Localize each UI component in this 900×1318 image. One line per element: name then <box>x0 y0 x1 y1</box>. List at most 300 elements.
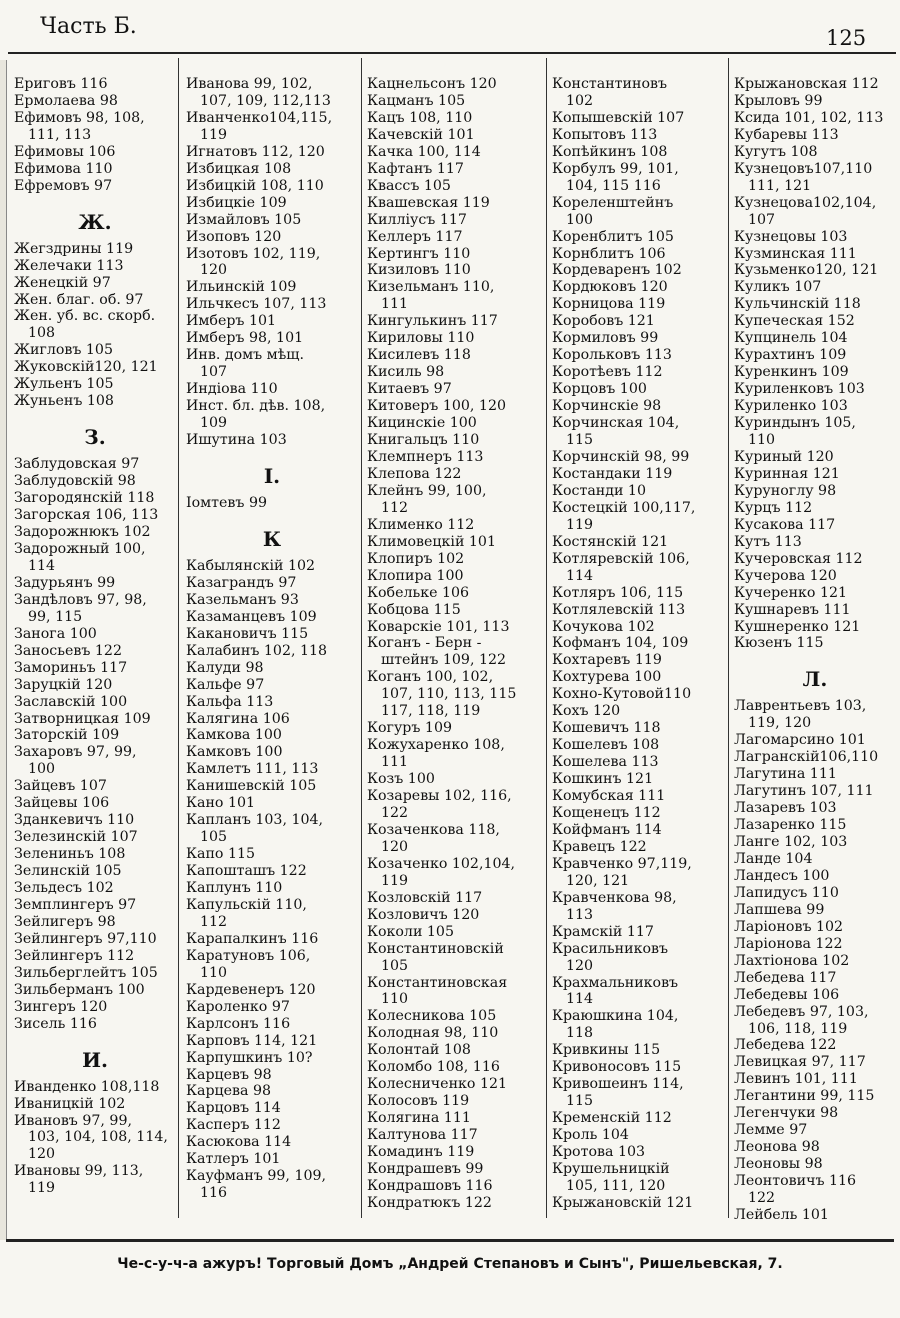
index-entry-continuation: 118 <box>566 1025 594 1042</box>
index-entry-continuation: 115 <box>566 432 594 449</box>
index-entry-continuation: 100 <box>28 761 56 778</box>
index-entry: Козъ 100 <box>367 771 435 788</box>
index-entry: Карапалкинъ 116 <box>186 930 319 947</box>
index-entry-continuation: 107 <box>200 364 228 381</box>
index-entry: Жульенъ 105 <box>14 376 114 393</box>
index-entry: Кальфа 113 <box>186 693 274 710</box>
index-entry: Карцовъ 114 <box>186 1100 281 1117</box>
index-entry: Ландесъ 100 <box>734 867 830 884</box>
index-entry-continuation: 110 <box>381 991 409 1008</box>
index-entry: Крыжановскій 121 <box>552 1194 694 1211</box>
index-entry: Ишутина 103 <box>186 432 287 449</box>
index-entry-continuation: 117, 118, 119 <box>381 703 481 720</box>
index-entry-continuation: 111 <box>381 754 409 771</box>
index-entry: Корбулъ 99, 101, <box>552 160 679 177</box>
index-entry: Кардевенеръ 120 <box>186 981 316 998</box>
index-entry: Кизиловъ 110 <box>367 262 471 279</box>
index-entry: Корцовъ 100 <box>552 381 647 398</box>
index-entry: Лейбель 101 <box>734 1207 829 1223</box>
index-entry: Кошелевъ 108 <box>552 737 660 754</box>
index-entry: Кульчинскій 118 <box>734 296 861 313</box>
index-entry: Кисиль 98 <box>367 364 445 381</box>
index-entry: Коробовъ 121 <box>552 313 655 330</box>
index-entry: Китоверъ 100, 120 <box>367 398 507 415</box>
index-entry: Избицкіе 109 <box>186 194 287 211</box>
index-entry: Ланге 102, 103 <box>734 834 848 851</box>
index-entry: Кисилевъ 118 <box>367 347 471 364</box>
index-entry: Крыжановская 112 <box>734 76 879 92</box>
index-entry: Зелинскій 105 <box>14 863 122 880</box>
index-entry: Куриный 120 <box>734 448 834 465</box>
index-entry: Кюзенъ 115 <box>734 635 824 652</box>
index-entry: Калтунова 117 <box>367 1127 478 1144</box>
index-entry: Камкова 100 <box>186 727 282 744</box>
index-entry: Зельдесъ 102 <box>14 880 114 897</box>
letter-heading: И. <box>82 1047 108 1072</box>
index-entry: Зелениньъ 108 <box>14 846 126 863</box>
index-entry: Кучеренко 121 <box>734 584 848 601</box>
index-entry: Кофманъ 104, 109 <box>552 635 689 652</box>
index-entry: Коганъ 100, 102, <box>367 669 494 686</box>
index-entry: Загородянскій 118 <box>14 490 155 507</box>
index-entry: Зелезинскій 107 <box>14 829 138 846</box>
top-rule <box>8 52 896 54</box>
index-entry: Кобельке 106 <box>367 584 470 601</box>
index-entry: Курцъ 112 <box>734 499 813 516</box>
index-entry: Кугутъ 108 <box>734 143 818 160</box>
index-entry-continuation: 107, 109, 112,113 <box>200 92 331 109</box>
index-entry: Колодная 98, 110 <box>367 1025 499 1042</box>
index-entry: Кравченко 97,119, <box>552 855 692 872</box>
index-entry: Левинъ 101, 111 <box>734 1071 858 1088</box>
index-entry: Зайцевъ 107 <box>14 778 107 795</box>
index-entry-continuation: 115 <box>566 1093 594 1110</box>
index-entry: Заторскій 109 <box>14 727 120 744</box>
index-entry: Калуди 98 <box>186 659 264 676</box>
index-entry: Кингулькинъ 117 <box>367 313 498 330</box>
letter-heading: К <box>262 526 282 551</box>
index-entry: Лебедева 117 <box>734 969 837 986</box>
index-entry: Земплингеръ 97 <box>14 896 137 913</box>
index-entry: Куруноглу 98 <box>734 482 837 499</box>
index-entry: Кертингъ 110 <box>367 245 471 262</box>
index-entry: Курахтинъ 109 <box>734 347 847 364</box>
index-entry: Лемме 97 <box>734 1122 808 1139</box>
index-entry: Коколи 105 <box>367 923 454 940</box>
index-entry: Качевскій 101 <box>367 126 475 143</box>
index-entry: Кубаревы 113 <box>734 126 839 143</box>
index-entry: Квашевская 119 <box>367 194 490 211</box>
index-entry: Кроль 104 <box>552 1127 629 1144</box>
index-entry: Коварскіе 101, 113 <box>367 618 510 635</box>
index-entry: Киллiусъ 117 <box>367 211 467 228</box>
index-entry: Куриндынъ 105, <box>734 415 856 432</box>
index-entry: Капо 115 <box>186 846 256 863</box>
index-entry: Иваницкій 102 <box>14 1095 126 1112</box>
index-entry: Лаврентьевъ 103, <box>734 698 867 715</box>
index-entry: Кузминская 111 <box>734 245 857 262</box>
index-entry-continuation: 113 <box>566 906 594 923</box>
index-entry: Купцинель 104 <box>734 330 848 347</box>
index-entry: Лагомарсино 101 <box>734 732 866 749</box>
index-entry: Кохно-Кутовой110 <box>552 686 692 703</box>
index-entry-continuation: 102 <box>566 92 594 109</box>
column-divider <box>361 58 362 1218</box>
index-entry: Касперъ 112 <box>186 1117 281 1134</box>
index-entry: Зейлингеръ 97,110 <box>14 930 157 947</box>
index-entry-continuation: 119 <box>381 872 409 889</box>
page-number: 125 <box>826 26 867 50</box>
index-entry-continuation: 116 <box>200 1185 228 1202</box>
index-entry: Кордеваренъ 102 <box>552 262 682 279</box>
index-entry: Копышевскій 107 <box>552 109 685 126</box>
index-entry: Клейнъ 99, 100, <box>367 482 487 499</box>
index-entry: Кушнаревъ 111 <box>734 601 851 618</box>
index-entry: Кано 101 <box>186 795 256 812</box>
index-entry: Клепова 122 <box>367 465 462 482</box>
index-entry-continuation: 108 <box>28 325 56 342</box>
index-entry: Куренкинъ 109 <box>734 364 849 381</box>
index-entry: Костандаки 119 <box>552 465 673 482</box>
index-entry: Колонтай 108 <box>367 1042 471 1059</box>
letter-heading: Ж. <box>78 209 112 234</box>
index-entry-continuation: 105, 111, 120 <box>566 1177 666 1194</box>
index-entry: Краюшкина 104, <box>552 1008 679 1025</box>
index-entry: Капульскій 110, <box>186 896 307 913</box>
index-entry: Леоновы 98 <box>734 1156 823 1173</box>
index-entry: Зингеръ 120 <box>14 998 108 1015</box>
index-entry: Комадинъ 119 <box>367 1144 475 1161</box>
index-entry: Красильниковъ <box>552 940 668 957</box>
index-entry: Лебедевы 106 <box>734 986 840 1003</box>
index-entry: Кондратюкъ 122 <box>367 1194 492 1211</box>
index-entry: Квассъ 105 <box>367 177 451 194</box>
index-entry-continuation: 105 <box>381 957 409 974</box>
index-entry: Ильинскій 109 <box>186 279 297 296</box>
index-entry: Кабылянскій 102 <box>186 557 316 574</box>
index-entry: Келлеръ 117 <box>367 228 463 245</box>
index-entry: Заблудовскій 98 <box>14 473 136 490</box>
index-entry: Крамскій 117 <box>552 923 654 940</box>
index-entry: Кузьменко120, 121 <box>734 262 879 279</box>
index-entry: Карцева 98 <box>186 1083 272 1100</box>
index-entry-continuation: 111, 121 <box>748 177 812 194</box>
index-entry: Жен. уб. вс. скорб. <box>14 308 156 325</box>
index-entry: Кордюковъ 120 <box>552 279 668 296</box>
index-entry-continuation: 107 <box>748 211 776 228</box>
index-entry: Ефимовы 106 <box>14 143 116 160</box>
index-entry-continuation: 112 <box>381 499 409 516</box>
index-entry: Зейлингеръ 112 <box>14 947 135 964</box>
index-entry: Кучеровская 112 <box>734 550 863 567</box>
index-entry: Занога 100 <box>14 625 97 642</box>
index-entry: Игнатовъ 112, 120 <box>186 143 325 160</box>
index-entry: Зданкевичъ 110 <box>14 812 135 829</box>
index-entry: Кацъ 108, 110 <box>367 109 473 126</box>
index-entry-continuation: 122 <box>748 1190 776 1207</box>
index-entry: Котлялевскій 113 <box>552 601 686 618</box>
index-entry: Зейлигеръ 98 <box>14 913 116 930</box>
index-entry: Каплунъ 110 <box>186 880 283 897</box>
index-entry: Клопиръ 102 <box>367 550 465 567</box>
index-entry: Каратуновъ 106, <box>186 947 311 964</box>
index-entry: Жен. благ. об. 97 <box>14 291 144 308</box>
index-entry: Когуръ 109 <box>367 720 453 737</box>
index-entry: Калягина 106 <box>186 710 290 727</box>
index-entry: Лазаревъ 103 <box>734 800 837 817</box>
index-entry: Кусакова 117 <box>734 516 836 533</box>
index-entry: Кошкинъ 121 <box>552 771 654 788</box>
index-entry-continuation: 114 <box>28 557 56 574</box>
index-entry: Кузнецовы 103 <box>734 228 848 245</box>
index-entry-continuation: 104, 115 116 <box>566 177 661 194</box>
index-entry: Иванченко104,115, <box>186 109 333 126</box>
index-entry: Изотовъ 102, 119, <box>186 245 321 262</box>
index-entry: Жуньенъ 108 <box>14 393 114 410</box>
index-entry: Ильчкесъ 107, 113 <box>186 296 327 313</box>
column-divider <box>546 58 547 1218</box>
index-entry: Константиновская <box>367 974 508 991</box>
index-entry: Изоповъ 120 <box>186 228 282 245</box>
index-entry: Коренблитъ 105 <box>552 228 674 245</box>
index-entry: Жуковскій120, 121 <box>14 359 158 376</box>
index-entry: Заблудовская 97 <box>14 456 140 473</box>
index-entry: Иванова 99, 102, <box>186 76 313 92</box>
index-entry: Костецкій 100,117, <box>552 499 696 516</box>
index-entry: Корчинскій 98, 99 <box>552 448 690 465</box>
column-divider <box>728 58 729 1218</box>
index-entry: Коротѣевъ 112 <box>552 364 663 381</box>
index-entry: Ериговъ 116 <box>14 76 108 92</box>
index-entry: Избицкій 108, 110 <box>186 177 324 194</box>
index-entry-continuation: 111, 113 <box>28 126 92 143</box>
index-entry: Крушельницкій <box>552 1161 670 1177</box>
index-entry: Кузнецова102,104, <box>734 194 877 211</box>
index-entry: Калабинъ 102, 118 <box>186 642 328 659</box>
section-header: Часть Б. <box>40 14 137 39</box>
index-entry: Кузнецовъ107,110 <box>734 160 873 177</box>
index-entry: Козловичъ 120 <box>367 906 480 923</box>
index-entry: Ефремовъ 97 <box>14 177 113 194</box>
index-entry: Леонова 98 <box>734 1139 820 1156</box>
index-entry: Женецкій 97 <box>14 274 111 291</box>
index-entry: Заносьевъ 122 <box>14 642 122 659</box>
letter-heading: I. <box>263 463 281 488</box>
index-entry: Кучерова 120 <box>734 567 837 584</box>
index-entry: Куринная 121 <box>734 465 840 482</box>
index-entry: Капланъ 103, 104, <box>186 812 324 829</box>
index-entry: Колесникова 105 <box>367 1008 497 1025</box>
index-entry-continuation: 120 <box>566 957 594 974</box>
index-entry: Зильберманъ 100 <box>14 981 145 998</box>
index-entry: Зайцевы 106 <box>14 795 110 812</box>
index-entry-continuation: 119 <box>28 1180 56 1197</box>
index-entry: Корчинскіе 98 <box>552 398 662 415</box>
index-entry: Коломбо 108, 116 <box>367 1059 500 1076</box>
index-entry: Колягина 111 <box>367 1110 471 1127</box>
index-entry: Левицкая 97, 117 <box>734 1054 866 1071</box>
index-entry: Корольковъ 113 <box>552 347 672 364</box>
index-entry: Кривошеинъ 114, <box>552 1076 684 1093</box>
index-entry: Клименко 112 <box>367 516 475 533</box>
index-entry: Кравецъ 122 <box>552 838 647 855</box>
index-entry: Ефимовъ 98, 108, <box>14 109 145 126</box>
index-entry: Кушнеренко 121 <box>734 618 861 635</box>
index-entry-continuation: 114 <box>566 567 594 584</box>
index-entry-continuation: 120, 121 <box>566 872 630 889</box>
index-entry: Задурьянъ 99 <box>14 574 116 591</box>
index-entry: Заславскій 100 <box>14 693 128 710</box>
index-entry: Индіова 110 <box>186 381 278 398</box>
index-entry: Ларіоновъ 102 <box>734 918 844 935</box>
index-entry-continuation: 105 <box>200 829 228 846</box>
index-entry: Катлеръ 101 <box>186 1151 281 1168</box>
index-entry: Камковъ 100 <box>186 744 283 761</box>
index-entry: Ивановы 99, 113, <box>14 1163 144 1180</box>
index-entry-continuation: 119 <box>566 516 594 533</box>
index-entry: Зандѣловъ 97, 98, <box>14 591 147 608</box>
index-entry: Климовецкій 101 <box>367 533 496 550</box>
index-entry-continuation: 106, 118, 119 <box>748 1020 848 1037</box>
index-column-2 <box>186 76 358 1216</box>
index-entry-continuation: 99, 115 <box>28 608 83 625</box>
index-entry: Задорожный 100, <box>14 540 146 557</box>
index-entry: Казаграндъ 97 <box>186 574 297 591</box>
index-entry: Желечаки 113 <box>14 257 124 274</box>
index-entry: Кобцова 115 <box>367 601 461 618</box>
index-entry: Куриленковъ 103 <box>734 381 865 398</box>
index-entry: Книгальцъ 110 <box>367 432 480 449</box>
index-entry: Лагранскій106,110 <box>734 749 879 766</box>
index-entry: Кожухаренко 108, <box>367 737 505 754</box>
index-entry-continuation: 103, 104, 108, 114, <box>28 1129 168 1146</box>
index-entry: Иванденко 108,118 <box>14 1078 160 1095</box>
index-entry-continuation: 100 <box>566 211 594 228</box>
index-entry: Лагутина 111 <box>734 766 837 783</box>
index-entry-continuation: 120 <box>381 838 409 855</box>
index-entry: Кормиловъ 99 <box>552 330 659 347</box>
index-entry: Карпушкинъ 10? <box>186 1049 313 1066</box>
index-entry: Кривкины 115 <box>552 1042 661 1059</box>
index-entry: Карлсонъ 116 <box>186 1015 291 1032</box>
index-entry: Котляревскій 106, <box>552 550 690 567</box>
index-entry: Захаровъ 97, 99, <box>14 744 137 761</box>
index-entry-continuation: 110 <box>200 964 228 981</box>
index-entry-continuation: 120 <box>200 262 228 279</box>
index-entry: Котляръ 106, 115 <box>552 584 684 601</box>
index-entry-continuation: 120 <box>28 1146 56 1163</box>
index-entry: Клопира 100 <box>367 567 464 584</box>
index-entry: Кутъ 113 <box>734 533 802 550</box>
index-entry: Имберъ 98, 101 <box>186 330 304 347</box>
index-entry: Корчинская 104, <box>552 415 680 432</box>
index-entry: Карповъ 114, 121 <box>186 1032 318 1049</box>
index-entry: Заруцкій 120 <box>14 676 113 693</box>
index-entry: Канишевскій 105 <box>186 778 317 795</box>
index-entry: Кондрашевъ 99 <box>367 1161 484 1177</box>
index-entry: Костянскій 121 <box>552 533 669 550</box>
index-entry: Кравченкова 98, <box>552 889 677 906</box>
index-entry: Лагутинъ 107, 111 <box>734 783 874 800</box>
index-entry: Кароленко 97 <box>186 998 290 1015</box>
letter-heading: З. <box>84 425 106 450</box>
index-entry: Замориньъ 117 <box>14 659 128 676</box>
index-entry: Кощенецъ 112 <box>552 804 661 821</box>
index-entry: Загорская 106, 113 <box>14 507 159 524</box>
column-divider <box>178 58 179 1218</box>
index-entry: Крахмальниковъ <box>552 974 679 991</box>
index-entry: Крыловъ 99 <box>734 92 823 109</box>
index-entry: Измайловъ 105 <box>186 211 302 228</box>
index-entry: Корнблитъ 106 <box>552 245 666 262</box>
index-entry-continuation: 119, 120 <box>748 715 812 732</box>
index-entry: Китаевъ 97 <box>367 381 452 398</box>
index-entry: Ланде 104 <box>734 850 813 867</box>
index-entry: Константиновъ <box>552 76 668 92</box>
index-entry: Лазаренко 115 <box>734 817 847 834</box>
index-entry: Лебедевъ 97, 103, <box>734 1003 869 1020</box>
index-entry: Колесниченко 121 <box>367 1076 508 1093</box>
index-entry-continuation: 109 <box>200 415 228 432</box>
index-entry-continuation: 112 <box>200 913 228 930</box>
index-entry: Кременскій 112 <box>552 1110 672 1127</box>
index-entry-continuation: 111 <box>381 296 409 313</box>
index-entry: Жегздрины 119 <box>14 240 134 257</box>
index-entry: Копытовъ 113 <box>552 126 658 143</box>
index-entry: Купеческая 152 <box>734 313 855 330</box>
index-column-4 <box>552 76 726 1216</box>
page-binding-edge <box>0 60 7 1240</box>
index-entry: Копѣйкинъ 108 <box>552 143 668 160</box>
index-entry: Камлетъ 111, 113 <box>186 761 319 778</box>
index-entry: Козаревы 102, 116, <box>367 788 512 805</box>
index-entry: Ивановъ 97, 99, <box>14 1112 132 1129</box>
index-entry: Козаченкова 118, <box>367 821 500 838</box>
index-entry: Колосовъ 119 <box>367 1093 470 1110</box>
index-entry: Лебедева 122 <box>734 1037 837 1054</box>
index-entry: Затворницкая 109 <box>14 710 151 727</box>
index-entry: Кириловы 110 <box>367 330 475 347</box>
index-entry: Кошевичъ 118 <box>552 720 661 737</box>
index-entry: Инст. бл. дѣв. 108, <box>186 398 326 415</box>
index-entry: Ксида 101, 102, 113 <box>734 109 884 126</box>
index-entry: Клемпнеръ 113 <box>367 448 484 465</box>
index-entry: Касюкова 114 <box>186 1134 292 1151</box>
index-entry: Кальфе 97 <box>186 676 265 693</box>
index-entry: Избицкая 108 <box>186 160 292 177</box>
index-entry: Кафтанъ 117 <box>367 160 464 177</box>
index-entry: Какановичъ 115 <box>186 625 309 642</box>
index-entry-continuation: 119 <box>200 126 228 143</box>
index-entry: Зильберглейтъ 105 <box>14 964 158 981</box>
index-entry: Кицинскіе 100 <box>367 415 477 432</box>
index-entry: Ефимова 110 <box>14 160 113 177</box>
index-entry: Жигловъ 105 <box>14 342 113 359</box>
index-entry: Кротова 103 <box>552 1144 646 1161</box>
index-entry: Зисель 116 <box>14 1015 97 1032</box>
index-entry: Козаченко 102,104, <box>367 855 516 872</box>
index-entry: Ларіонова 122 <box>734 935 843 952</box>
index-column-5 <box>734 76 896 1223</box>
index-entry: Койфманъ 114 <box>552 821 662 838</box>
index-entry: Ермолаева 98 <box>14 92 118 109</box>
index-entry: Кауфманъ 99, 109, <box>186 1168 327 1185</box>
index-entry: Кохъ 120 <box>552 703 621 720</box>
index-entry-continuation: штейнъ 109, 122 <box>381 652 507 669</box>
index-entry: Капошташъ 122 <box>186 863 307 880</box>
index-entry: Казельманъ 93 <box>186 591 299 608</box>
index-entry: Козловскій 117 <box>367 889 483 906</box>
